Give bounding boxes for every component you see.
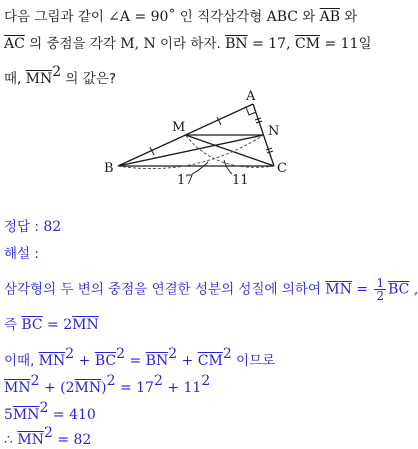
label-a: A [246, 89, 256, 104]
solution-step-5: $5\overline{MN}^2 = 410$ [4, 400, 96, 423]
segment-ab: $\overline{AB}$ [319, 9, 340, 25]
segment-mn: $\overline{MN}$ [25, 71, 53, 87]
triangle-figure [96, 86, 306, 192]
answer-line [4, 218, 61, 236]
fraction-one-half: $\frac{1}{2}$ [376, 276, 385, 303]
label-b: B [104, 161, 114, 176]
label-m: M [172, 120, 186, 135]
label-length-bn: 17 [177, 173, 194, 188]
answer-label: 정답 : [4, 219, 39, 235]
therefore-symbol: ∴ [4, 432, 18, 448]
median-cm [186, 135, 275, 166]
median-bn [118, 135, 264, 166]
solution-step-3: 이때, $\overline{MN}^2 + \overline{BC}^2 = \overline{BN}^2 + \overline{CM}^2$ 이므로 [4, 346, 276, 369]
segment-bn: $\overline{BN}$ [225, 36, 248, 52]
label-c: C [277, 161, 287, 176]
solution-step-6: ∴ $\overline{MN}^2 = 82$ [4, 425, 92, 448]
solution-step-2: 즉 $\overline{BC} = 2\overline{MN}$ [4, 317, 99, 333]
segment-cm: $\overline{CM}$ [295, 36, 321, 52]
label-length-cm: 11 [232, 173, 249, 188]
problem-line-1: 다음 그림과 같이 ∠A = 90˚ 인 직각삼각형 ABC 와 $\overline{AB}$ 와 [4, 9, 358, 25]
answer-value: 82 [43, 219, 62, 235]
solution-step-1: 삼각형의 두 변의 중점을 연결한 성분의 성질에 의하여 $\overline{MN}$ = $\frac{1}{2}$ $\overline{BC}$ , [4, 276, 418, 303]
tick-ma [217, 117, 221, 125]
segment-ac: $\overline{AC}$ [4, 36, 25, 52]
solution-step-4: $\overline{MN}^2 + (2\overline{MN})^2 = 17^2 + 11^2$ [4, 373, 211, 396]
problem-line-3: 때, $\overline{MN}^2$ 의 값은? [4, 64, 117, 87]
label-n: N [268, 124, 280, 139]
leader-11 [224, 160, 232, 174]
solution-label: 해설 : [4, 246, 39, 262]
problem-line-2: $\overline{AC}$ 의 중점을 각각 M, N 이라 하자. $\overline{BN} = 17$, $\overline{CM} = 11$일 [4, 36, 372, 52]
